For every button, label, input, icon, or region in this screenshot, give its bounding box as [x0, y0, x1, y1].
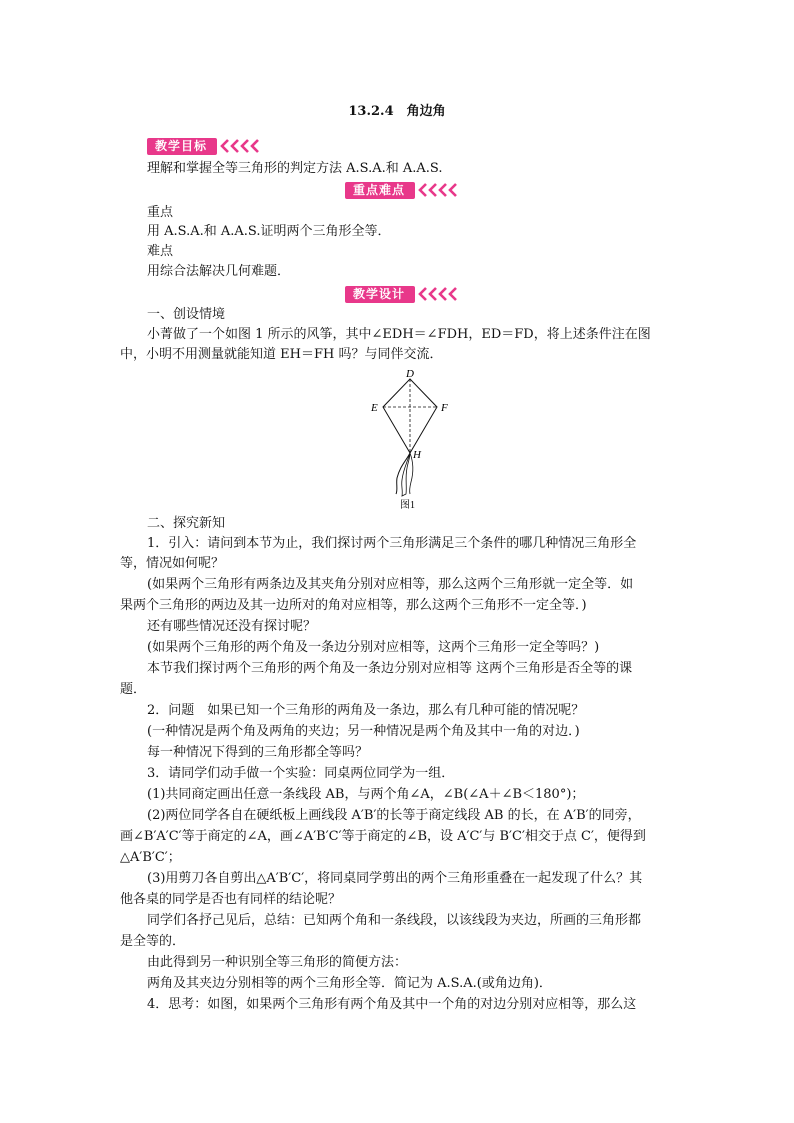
text-line: 等，情况如何呢？: [120, 556, 225, 571]
text-line: 他各桌的同学是否也有同样的结论呢？: [120, 892, 342, 907]
text-line: 2．问题 如果已知一个三角形的两角及一条边，那么有几种可能的情况呢？: [147, 703, 585, 718]
text-line: (2)两位同学各自在硬纸板上画线段 A′B′的长等于商定线段 AB 的长，在 A′B′的同旁，: [147, 808, 641, 823]
section-heading: 二、探究新知: [147, 516, 226, 531]
text-line: 理解和掌握全等三角形的判定方法 A.S.A.和 A.A.S.: [147, 161, 443, 176]
text-line: 4．思考：如图，如果两个三角形有两个角及其中一个角的对边分别对应相等，那么这: [147, 997, 637, 1012]
text-line: 用 A.S.A.和 A.A.S.证明两个三角形全等．: [147, 224, 391, 239]
text-line: 每一种情况下得到的三角形都全等吗？: [147, 745, 369, 760]
text-line: 同学们各抒己见后，总结：已知两个角和一条线段，以该线段为夹边，所画的三角形都: [147, 913, 642, 928]
text-line: 难点: [147, 244, 174, 259]
banner-label: 教学设计: [345, 286, 415, 303]
text-line: (如果两个三角形的两个角及一条边分别对应相等，这两个三角形一定全等吗？): [147, 640, 600, 655]
section-banner-design: [345, 285, 461, 303]
label-e: E: [371, 402, 378, 414]
text-line: (如果两个三角形有两条边及其夹角分别对应相等，那么这两个三角形就一定全等．如: [147, 577, 634, 592]
text-line: 中，小明不用测量就能知道 EH＝FH 吗？与同伴交流．: [120, 347, 443, 362]
text-line: 还有哪些情况还没有探讨呢？: [147, 619, 317, 634]
banner-label: 重点难点: [345, 182, 415, 199]
text-line: 题．: [120, 682, 147, 697]
kite-figure: [360, 366, 460, 516]
text-line: (3)用剪刀各自剪出△A′B′C′，将同桌同学剪出的两个三角形重叠在一起发现了什么？其: [147, 871, 643, 886]
chevrons-icon: [417, 286, 461, 302]
text-line: 是全等的．: [120, 934, 186, 949]
label-d: D: [406, 368, 414, 380]
label-h: H: [413, 449, 421, 461]
text-line: 本节我们探讨两个三角形的两个角及一条边分别对应相等 这两个三角形是否全等的课: [147, 661, 633, 676]
text-line: 用综合法解决几何难题．: [147, 264, 291, 279]
section-heading: 一、创设情境: [147, 307, 226, 322]
section-banner-keypoints: [345, 181, 461, 199]
text-line: (一种情况是两个角及两角的夹边；另一种情况是两个角及其中一角的对边．): [147, 724, 580, 739]
chevrons-icon: [219, 138, 263, 154]
text-line: 重点: [147, 205, 174, 220]
label-f: F: [441, 402, 448, 414]
text-line: (1)共同商定画出任意一条线段 AB，与两个角∠A，∠B(∠A＋∠B＜180°)；: [147, 787, 585, 802]
text-line: 画∠B′A′C′等于商定的∠A，画∠A′B′C′等于商定的∠B，设 A′C′与 B′C′相交于点 C′，便得到: [120, 829, 646, 844]
page-title: 13.2.4 角边角: [348, 104, 446, 119]
text-line: △A′B′C′；: [120, 850, 181, 865]
section-banner-goal: [147, 137, 263, 155]
text-line: 两角及其夹边分别相等的两个三角形全等．简记为 A.S.A.(或角边角)．: [147, 976, 552, 991]
banner-label: 教学目标: [147, 138, 217, 155]
figure-caption: 图1: [400, 500, 415, 511]
chevrons-icon: [417, 182, 461, 198]
text-line: 小菁做了一个如图 1 所示的风筝，其中∠EDH＝∠FDH，ED＝FD，将上述条件注在图: [147, 327, 651, 342]
text-line: 1．引入：请问到本节为止，我们探讨两个三角形满足三个条件的哪几种情况三角形全: [147, 536, 637, 551]
text-line: 果两个三角形的两边及其一边所对的角对应相等，那么这两个三角形不一定全等．): [120, 598, 587, 613]
text-line: 3．请同学们动手做一个实验：同桌两位同学为一组．: [147, 766, 455, 781]
text-line: 由此得到另一种识别全等三角形的简便方法：: [147, 955, 408, 970]
